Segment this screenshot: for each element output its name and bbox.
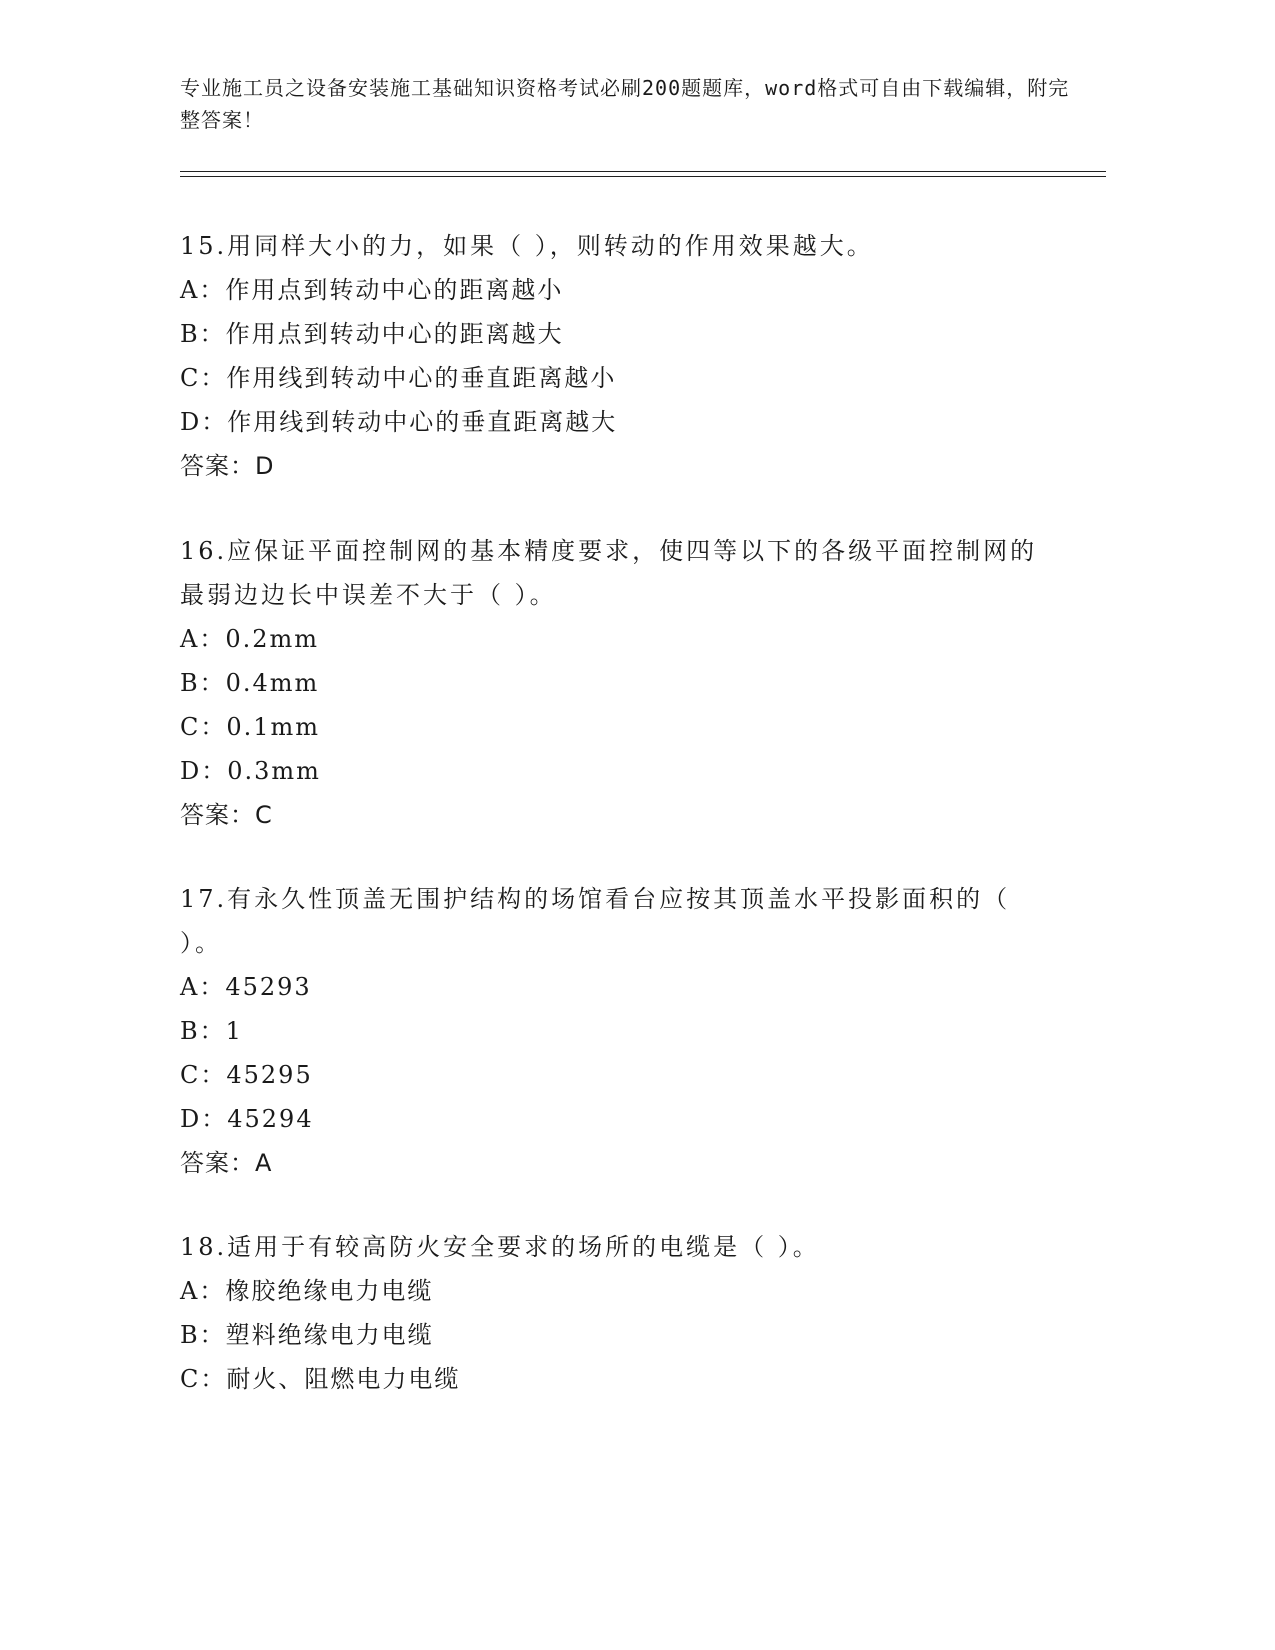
header-divider-top bbox=[180, 171, 1106, 172]
question-text: 18.适用于有较高防火安全要求的场所的电缆是（ ）。 bbox=[180, 1233, 820, 1261]
question-text: 17.有永久性顶盖无围护结构的场馆看台应按其顶盖水平投影面积的（ ）。 bbox=[180, 885, 1011, 957]
option-a: A：作用点到转动中心的距离越小 bbox=[180, 276, 564, 304]
answer-label: 答案：D bbox=[180, 452, 275, 480]
question-16 bbox=[180, 529, 1040, 837]
option-c: C：作用线到转动中心的垂直距离越小 bbox=[180, 364, 617, 392]
option-a: A：橡胶绝缘电力电缆 bbox=[180, 1277, 434, 1305]
option-a: A：0.2mm bbox=[180, 625, 320, 653]
option-a: A：45293 bbox=[180, 973, 312, 1001]
answer-label: 答案：C bbox=[180, 801, 273, 829]
question-17 bbox=[180, 877, 1040, 1185]
option-b: B：0.4mm bbox=[180, 669, 320, 697]
header-divider-bottom bbox=[180, 176, 1106, 177]
answer-label: 答案：A bbox=[180, 1149, 273, 1177]
question-text: 16.应保证平面控制网的基本精度要求，使四等以下的各级平面控制网的最弱边边长中误差不大于（ ）。 bbox=[180, 537, 1038, 609]
option-d: D：0.3mm bbox=[180, 757, 321, 785]
document-header: 专业施工员之设备安装施工基础知识资格考试必刷200题题库，word格式可自由下载编辑，附完整答案！ bbox=[180, 76, 1070, 132]
option-b: B：作用点到转动中心的距离越大 bbox=[180, 320, 564, 348]
option-c: C：耐火、阻燃电力电缆 bbox=[180, 1365, 461, 1393]
option-c: C：0.1mm bbox=[180, 713, 321, 741]
question-15 bbox=[180, 224, 1040, 488]
option-b: B：塑料绝缘电力电缆 bbox=[180, 1321, 434, 1349]
option-d: D：作用线到转动中心的垂直距离越大 bbox=[180, 408, 618, 436]
option-c: C：45295 bbox=[180, 1061, 313, 1089]
option-b: B：1 bbox=[180, 1017, 243, 1045]
option-d: D：45294 bbox=[180, 1105, 314, 1133]
question-text: 15.用同样大小的力，如果（ ），则转动的作用效果越大。 bbox=[180, 232, 874, 260]
question-18 bbox=[180, 1225, 1040, 1401]
